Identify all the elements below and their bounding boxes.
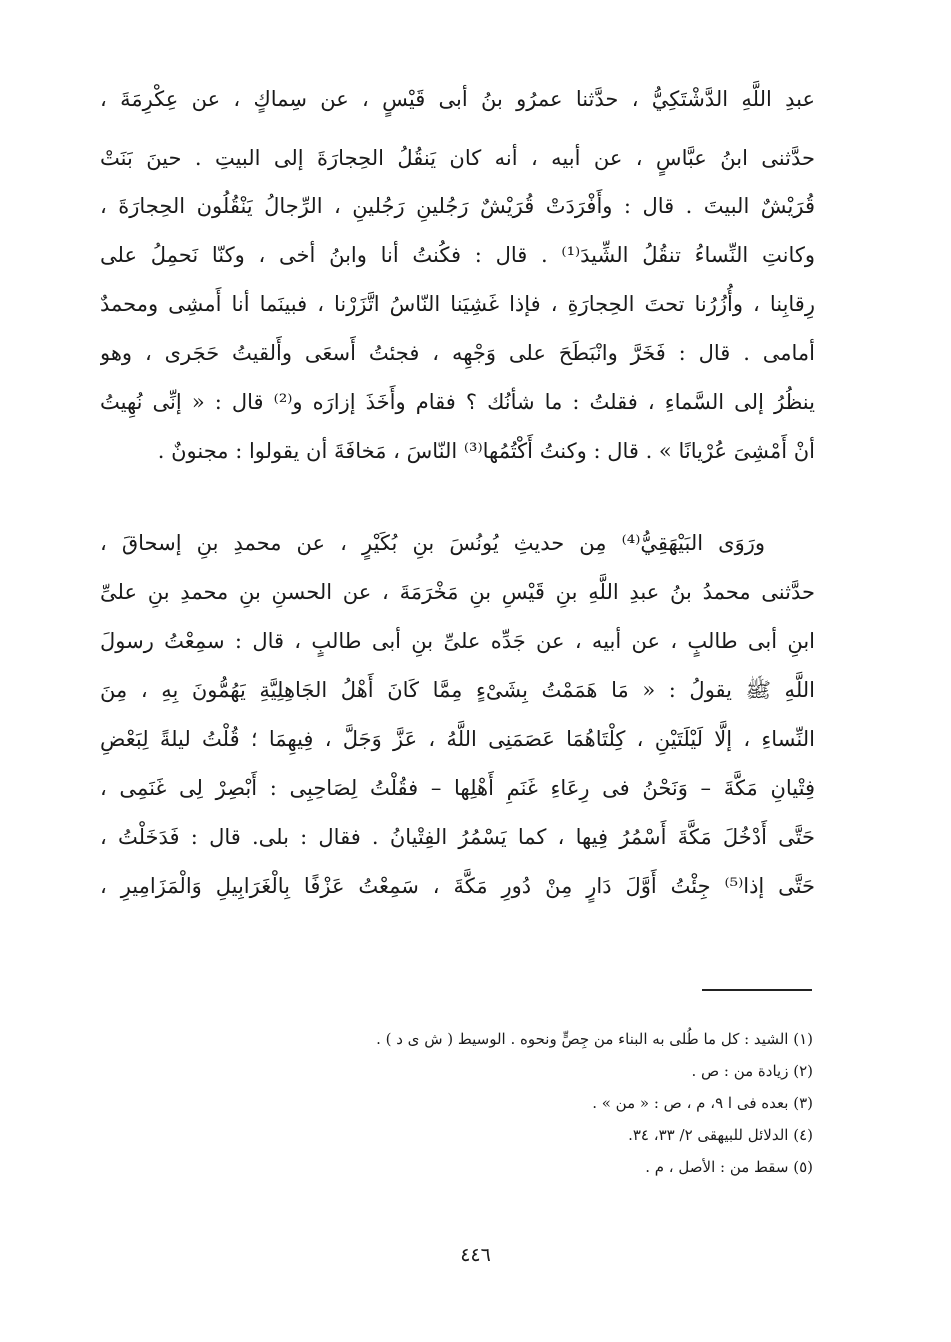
footnote-3: (٣) بعده فى ا ٩، م ، ص : « من » . (592, 1094, 813, 1112)
paragraph-1-line-3: قُرَيْشٌ البيتَ . قال : وأَفْرَدَتْ قُرَيْشٌ رَجُلينِ رَجُلينِ ، الرِّجالُ يَنْقُلُون الحِجارَةَ ، (100, 194, 815, 218)
paragraph-1-line-8: أنْ أَمْشِىَ عُرْيانًا » . قال : وكنتُ أَكْتُمُها⁽³⁾ النّاسَ ، مَخافَةَ أن يقولوا : مجنونٌ . (157, 439, 815, 463)
footnote-1: (١) الشيد : كل ما طُلى به البناء من جِصٍّ ونحوه . الوسيط ( ش ى د ) . (376, 1030, 813, 1048)
paragraph-1-line-4: وكانتِ النِّساءُ تنقُلُ الشِّيدَ⁽¹⁾ . قال : فكُنتُ أنا وابنُ أخى ، وكنّا نَحمِلُ على (100, 243, 815, 267)
paragraph-2-line-7: حَتَّى أَدْخُلَ مَكَّةَ أَسْمُرُ فِيها ، كما يَسْمُرُ الفِتْيانُ . فقال : بلى. قال : فَدَخَلْتُ ، (100, 825, 815, 849)
paragraph-2-line-2: حدَّثنى محمدُ بنُ عبدِ اللَّهِ بنِ قَيْسِ بنِ مَخْرَمَةَ ، عن الحسنِ بنِ محمدِ بنِ علىِّ (100, 580, 815, 604)
paragraph-1-line-5: رِقابِنا ، وأُزُرُنا تحتَ الحِجارَةِ ، فإذا غَشِيَنا النّاسُ اتَّزَرْنا ، فبينَما أنا أَمشِى ومحمدٌ (100, 292, 815, 316)
paragraph-1-line-7: ينظُرُ إلى السَّماءِ ، فقلتُ : ما شأنُك ؟ فقام وأَخَذَ إزارَه و⁽²⁾ قال : « إنِّى نُهِيتُ (100, 390, 815, 414)
paragraph-2-line-8: حَتَّى إذا⁽⁵⁾ جِئْتُ أَوَّلَ دَارٍ مِنْ دُورِ مَكَّةَ ، سَمِعْتُ عَزْفًا بِالْغَرَابِيلِ وَالْمَزَامِيرِ ، (100, 874, 815, 898)
page-number: ٤٤٦ (460, 1244, 491, 1266)
paragraph-2-line-6: فِتْيانِ مَكَّةَ – وَنَحْنُ فى رِعَاءِ غَنَمِ أَهْلِها – فقُلْتُ لِصَاحِبِى : أَبْصِرْ لِى غَنَمِى ، (100, 776, 815, 800)
footnote-5: (٥) سقط من : الأصل ، م . (645, 1158, 813, 1176)
footnote-2: (٢) زيادة من : ص . (691, 1062, 813, 1080)
paragraph-2-line-5: النِّساءِ ، إلَّا لَيْلَتَيْنِ ، كِلْتَاهُمَا عَصَمَنِى اللَّهُ ، عَزَّ وَجَلَّ ، فِيهِمَا ؛ قُلْتُ ليلةً لِبَعْضِ (100, 727, 815, 751)
paragraph-1-line-1: عبدِ اللَّهِ الدَّشْتَكِيُّ ، حدَّثنا عمرُو بنُ أبى قَيْسٍ ، عن سِماكٍ ، عن عِكْرِمَةَ ، (100, 87, 815, 111)
footnote-divider (702, 989, 812, 991)
paragraph-2-line-4: اللَّهِ ﷺ يقولُ : « مَا هَمَمْتُ بِشَىْءٍ مِمَّا كَانَ أَهْلُ الجَاهِلِيَّةِ يَهُمُّونَ بِهِ ، مِنَ (100, 678, 815, 702)
paragraph-1-line-6: أمامى . قال : فَخَرَّ وانْبَطَحَ على وَجْهِه ، فجئتُ أَسعَى وأَلقيتُ حَجَرى ، وهو (100, 341, 815, 365)
paragraph-2-line-1: ورَوَى البَيْهَقِيُّ⁽⁴⁾ مِن حديثِ يُونُسَ بنِ بُكَيْرٍ ، عن محمدِ بنِ إسحاقَ ، (100, 531, 765, 555)
paragraph-1-line-2: حدَّثنى ابنُ عبَّاسٍ ، عن أبيه ، أنه كان يَنقُلُ الحِجارَةَ إلى البيتِ . حينَ بَنَتْ (100, 146, 815, 170)
footnote-4: (٤) الدلائل للبيهقى ٢/ ٣٣، ٣٤. (628, 1126, 813, 1144)
paragraph-2-line-3: ابنِ أبى طالبٍ ، عن أبيه ، عن جَدِّه علىِّ بنِ أبى طالبٍ ، قال : سمِعْتُ رسولَ (100, 629, 815, 653)
